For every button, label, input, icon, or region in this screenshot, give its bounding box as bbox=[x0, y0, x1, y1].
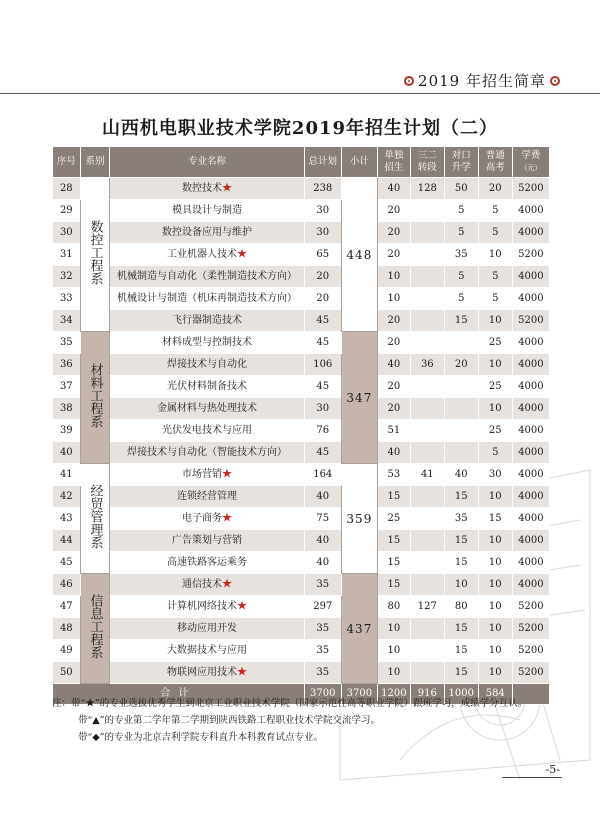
row-general-exam: 5 bbox=[478, 200, 512, 222]
table-row bbox=[53, 574, 550, 596]
row-major bbox=[110, 574, 304, 596]
row-major bbox=[110, 486, 304, 508]
row-total-plan: 20 bbox=[304, 288, 341, 310]
row-independent-enrollment: 51 bbox=[377, 420, 410, 442]
major-name: 材料成型与控制技术 bbox=[162, 336, 252, 348]
page-number: -5- bbox=[545, 763, 560, 776]
total-three-two-transfer: 916 bbox=[410, 684, 444, 705]
row-vocational-upgrade: 5 bbox=[444, 222, 478, 244]
row-three-two-transfer bbox=[410, 640, 444, 662]
total-independent-enrollment: 1200 bbox=[377, 684, 410, 705]
row-major bbox=[110, 222, 304, 244]
row-tuition: 4000 bbox=[512, 442, 549, 464]
row-independent-enrollment: 15 bbox=[377, 530, 410, 552]
row-independent-enrollment: 40 bbox=[377, 178, 410, 200]
row-tuition: 5200 bbox=[512, 662, 549, 684]
row-independent-enrollment: 20 bbox=[377, 200, 410, 222]
row-total-plan: 65 bbox=[304, 244, 341, 266]
row-tuition: 5200 bbox=[512, 596, 549, 618]
row-tuition: 4000 bbox=[512, 530, 549, 552]
row-total-plan: 45 bbox=[304, 376, 341, 398]
row-independent-enrollment: 10 bbox=[377, 618, 410, 640]
row-total-plan: 40 bbox=[304, 486, 341, 508]
row-independent-enrollment: 25 bbox=[377, 508, 410, 530]
row-tuition: 5200 bbox=[512, 618, 549, 640]
row-independent-enrollment: 10 bbox=[377, 288, 410, 310]
row-total-plan: 106 bbox=[304, 354, 341, 376]
row-tuition: 4000 bbox=[512, 508, 549, 530]
row-three-two-transfer bbox=[410, 398, 444, 420]
row-major bbox=[110, 662, 304, 684]
row-seq: 37 bbox=[53, 376, 81, 398]
row-independent-enrollment: 10 bbox=[377, 266, 410, 288]
row-major bbox=[110, 178, 304, 200]
row-tuition: 4000 bbox=[512, 376, 549, 398]
page-title: 山西机电职业技术学院2019年招生计划（二） bbox=[101, 118, 499, 139]
row-general-exam: 5 bbox=[478, 222, 512, 244]
header-dept: 系别 bbox=[80, 147, 110, 178]
row-vocational-upgrade: 35 bbox=[444, 508, 478, 530]
row-independent-enrollment: 20 bbox=[377, 222, 410, 244]
row-general-exam: 20 bbox=[478, 178, 512, 200]
header-major: 专业名称 bbox=[110, 147, 304, 178]
footer-divider bbox=[502, 777, 562, 778]
department-name: 材料工程系 bbox=[87, 362, 103, 428]
major-name: 数控设备应用与维护 bbox=[162, 226, 252, 238]
row-vocational-upgrade: 15 bbox=[444, 530, 478, 552]
row-total-plan: 45 bbox=[304, 442, 341, 464]
row-general-exam: 10 bbox=[478, 244, 512, 266]
table-row bbox=[53, 662, 550, 684]
row-tuition: 4000 bbox=[512, 552, 549, 574]
table-row bbox=[53, 288, 550, 310]
row-vocational-upgrade: 10 bbox=[444, 574, 478, 596]
table-row bbox=[53, 178, 550, 200]
row-tuition: 4000 bbox=[512, 288, 549, 310]
row-general-exam: 10 bbox=[478, 310, 512, 332]
row-major bbox=[110, 442, 304, 464]
major-name: 焊接技术与自动化 bbox=[167, 358, 247, 370]
row-major bbox=[110, 464, 304, 486]
row-seq: 42 bbox=[53, 486, 81, 508]
row-general-exam: 25 bbox=[478, 332, 512, 354]
row-tuition: 4000 bbox=[512, 574, 549, 596]
table-row bbox=[53, 596, 550, 618]
row-tuition: 4000 bbox=[512, 354, 549, 376]
major-name: 机械设计与制造（机床再制造技术方向） bbox=[117, 292, 297, 304]
row-vocational-upgrade bbox=[444, 442, 478, 464]
major-name: 机械制造与自动化（柔性制造技术方向） bbox=[117, 270, 297, 282]
row-independent-enrollment: 10 bbox=[377, 662, 410, 684]
major-name: 计算机网络技术 bbox=[167, 600, 237, 612]
major-name: 市场营销 bbox=[182, 468, 222, 480]
row-three-two-transfer bbox=[410, 244, 444, 266]
header-three-two-transfer: 三二 转段 bbox=[410, 147, 444, 178]
row-seq: 44 bbox=[53, 530, 81, 552]
row-three-two-transfer bbox=[410, 266, 444, 288]
major-name: 广告策划与营销 bbox=[172, 534, 242, 546]
row-seq: 49 bbox=[53, 640, 81, 662]
row-independent-enrollment: 15 bbox=[377, 574, 410, 596]
row-seq: 50 bbox=[53, 662, 81, 684]
major-name: 连锁经营管理 bbox=[177, 490, 237, 502]
row-three-two-transfer bbox=[410, 508, 444, 530]
department-cell bbox=[80, 332, 110, 464]
row-seq: 43 bbox=[53, 508, 81, 530]
row-vocational-upgrade: 15 bbox=[444, 486, 478, 508]
row-three-two-transfer bbox=[410, 662, 444, 684]
row-total-plan: 30 bbox=[304, 222, 341, 244]
row-major bbox=[110, 244, 304, 266]
row-major bbox=[110, 266, 304, 288]
row-general-exam: 10 bbox=[478, 354, 512, 376]
row-seq: 34 bbox=[53, 310, 81, 332]
row-seq: 41 bbox=[53, 464, 81, 486]
row-independent-enrollment: 20 bbox=[377, 310, 410, 332]
total-vocational-upgrade: 1000 bbox=[444, 684, 478, 705]
major-name: 高速铁路客运乘务 bbox=[167, 556, 247, 568]
row-vocational-upgrade: 15 bbox=[444, 310, 478, 332]
header-independent-enrollment: 单独 招生 bbox=[377, 147, 410, 178]
row-major bbox=[110, 288, 304, 310]
table-row bbox=[53, 244, 550, 266]
department-name: 经贸管理系 bbox=[87, 483, 103, 549]
major-name: 电子商务 bbox=[182, 512, 222, 524]
table-row bbox=[53, 398, 550, 420]
table-row bbox=[53, 310, 550, 332]
table-row bbox=[53, 640, 550, 662]
header-tuition: 学费 （元） bbox=[512, 147, 549, 178]
major-name: 光伏发电技术与应用 bbox=[162, 424, 252, 436]
major-name: 物联网应用技术 bbox=[167, 666, 237, 678]
header-subtotal: 小计 bbox=[341, 147, 377, 178]
row-three-two-transfer bbox=[410, 486, 444, 508]
row-tuition: 4000 bbox=[512, 200, 549, 222]
department-cell bbox=[80, 178, 110, 332]
row-general-exam: 15 bbox=[478, 508, 512, 530]
row-vocational-upgrade bbox=[444, 398, 478, 420]
major-name: 通信技术 bbox=[182, 578, 222, 590]
star-icon: ★ bbox=[222, 468, 232, 480]
table-body bbox=[53, 178, 550, 705]
row-general-exam: 10 bbox=[478, 640, 512, 662]
table-header-row bbox=[53, 147, 550, 178]
row-tuition: 4000 bbox=[512, 464, 549, 486]
row-vocational-upgrade: 50 bbox=[444, 178, 478, 200]
row-vocational-upgrade: 35 bbox=[444, 244, 478, 266]
row-independent-enrollment: 80 bbox=[377, 596, 410, 618]
row-seq: 35 bbox=[53, 332, 81, 354]
row-independent-enrollment: 53 bbox=[377, 464, 410, 486]
row-total-plan: 297 bbox=[304, 596, 341, 618]
row-seq: 46 bbox=[53, 574, 81, 596]
major-name: 移动应用开发 bbox=[177, 622, 237, 634]
table-row bbox=[53, 508, 550, 530]
total-plan: 3700 bbox=[304, 684, 341, 705]
major-name: 大数据技术与应用 bbox=[167, 644, 247, 656]
header-seq: 序号 bbox=[53, 147, 81, 178]
table-row bbox=[53, 552, 550, 574]
row-total-plan: 40 bbox=[304, 552, 341, 574]
row-seq: 28 bbox=[53, 178, 81, 200]
major-name: 数控技术 bbox=[182, 182, 222, 194]
row-total-plan: 35 bbox=[304, 662, 341, 684]
row-total-plan: 40 bbox=[304, 530, 341, 552]
row-major bbox=[110, 640, 304, 662]
row-total-plan: 30 bbox=[304, 200, 341, 222]
row-general-exam: 10 bbox=[478, 574, 512, 596]
row-tuition: 4000 bbox=[512, 486, 549, 508]
row-general-exam: 10 bbox=[478, 596, 512, 618]
star-icon: ★ bbox=[222, 512, 232, 524]
row-vocational-upgrade: 15 bbox=[444, 552, 478, 574]
department-cell bbox=[80, 464, 110, 574]
row-general-exam: 10 bbox=[478, 398, 512, 420]
row-seq: 39 bbox=[53, 420, 81, 442]
footnote-1: 注：带“★”的专业选拔优秀学生到北京工业职业技术学院（国家示范性高等职业学院）跟班学习，成绩学分互认。 bbox=[52, 698, 528, 709]
row-general-exam: 10 bbox=[478, 486, 512, 508]
footnotes bbox=[52, 695, 572, 746]
row-general-exam: 25 bbox=[478, 376, 512, 398]
department-cell bbox=[80, 574, 110, 684]
header-general-exam: 普通 高考 bbox=[478, 147, 512, 178]
table-row bbox=[53, 354, 550, 376]
row-vocational-upgrade: 5 bbox=[444, 288, 478, 310]
major-name: 光伏材料制备技术 bbox=[167, 380, 247, 392]
row-three-two-transfer bbox=[410, 420, 444, 442]
table-row bbox=[53, 618, 550, 640]
row-seq: 47 bbox=[53, 596, 81, 618]
table-row bbox=[53, 332, 550, 354]
row-three-two-transfer bbox=[410, 442, 444, 464]
total-general-exam: 584 bbox=[478, 684, 512, 705]
row-major bbox=[110, 552, 304, 574]
row-independent-enrollment: 10 bbox=[377, 640, 410, 662]
row-major bbox=[110, 398, 304, 420]
row-seq: 31 bbox=[53, 244, 81, 266]
row-seq: 36 bbox=[53, 354, 81, 376]
row-total-plan: 238 bbox=[304, 178, 341, 200]
row-vocational-upgrade: 15 bbox=[444, 640, 478, 662]
row-seq: 29 bbox=[53, 200, 81, 222]
department-subtotal: 347 bbox=[341, 332, 377, 464]
row-general-exam: 10 bbox=[478, 552, 512, 574]
row-three-two-transfer: 128 bbox=[410, 178, 444, 200]
major-name: 工业机器人技术 bbox=[167, 248, 237, 260]
department-subtotal: 359 bbox=[341, 464, 377, 574]
brochure-header bbox=[404, 70, 560, 91]
row-tuition: 4000 bbox=[512, 420, 549, 442]
table-row bbox=[53, 530, 550, 552]
row-total-plan: 45 bbox=[304, 310, 341, 332]
row-total-plan: 20 bbox=[304, 266, 341, 288]
major-name: 飞行器制造技术 bbox=[172, 314, 242, 326]
table-row bbox=[53, 486, 550, 508]
row-seq: 45 bbox=[53, 552, 81, 574]
table-row bbox=[53, 420, 550, 442]
star-icon: ★ bbox=[237, 666, 247, 678]
row-total-plan: 75 bbox=[304, 508, 341, 530]
row-major bbox=[110, 618, 304, 640]
row-three-two-transfer bbox=[410, 574, 444, 596]
row-total-plan: 76 bbox=[304, 420, 341, 442]
table-row bbox=[53, 266, 550, 288]
row-independent-enrollment: 20 bbox=[377, 398, 410, 420]
row-total-plan: 164 bbox=[304, 464, 341, 486]
row-seq: 33 bbox=[53, 288, 81, 310]
row-major bbox=[110, 200, 304, 222]
row-vocational-upgrade: 40 bbox=[444, 464, 478, 486]
row-major bbox=[110, 596, 304, 618]
brochure-header-text: 2019 年招生简章 bbox=[418, 72, 546, 90]
row-total-plan: 35 bbox=[304, 618, 341, 640]
row-general-exam: 25 bbox=[478, 420, 512, 442]
row-independent-enrollment: 15 bbox=[377, 552, 410, 574]
department-name: 数控工程系 bbox=[87, 219, 103, 285]
row-seq: 48 bbox=[53, 618, 81, 640]
star-icon: ★ bbox=[237, 600, 247, 612]
row-vocational-upgrade bbox=[444, 420, 478, 442]
row-tuition: 4000 bbox=[512, 398, 549, 420]
row-major bbox=[110, 332, 304, 354]
row-seq: 32 bbox=[53, 266, 81, 288]
row-vocational-upgrade: 5 bbox=[444, 200, 478, 222]
row-three-two-transfer bbox=[410, 222, 444, 244]
table-row bbox=[53, 222, 550, 244]
row-seq: 40 bbox=[53, 442, 81, 464]
row-seq: 38 bbox=[53, 398, 81, 420]
row-tuition: 4000 bbox=[512, 222, 549, 244]
row-vocational-upgrade: 15 bbox=[444, 618, 478, 640]
row-three-two-transfer bbox=[410, 530, 444, 552]
table-row bbox=[53, 464, 550, 486]
footnote-3: 带“◆”的专业为北京吉利学院专科直升本科教育试点专业。 bbox=[78, 732, 324, 743]
row-three-two-transfer bbox=[410, 618, 444, 640]
row-tuition: 5200 bbox=[512, 640, 549, 662]
row-general-exam: 10 bbox=[478, 662, 512, 684]
row-three-two-transfer bbox=[410, 200, 444, 222]
row-independent-enrollment: 40 bbox=[377, 442, 410, 464]
row-general-exam: 5 bbox=[478, 266, 512, 288]
major-name: 焊接技术与自动化（智能技术方向） bbox=[127, 446, 287, 458]
row-major bbox=[110, 530, 304, 552]
header-total-plan: 总计划 bbox=[304, 147, 341, 178]
row-three-two-transfer: 127 bbox=[410, 596, 444, 618]
row-major bbox=[110, 310, 304, 332]
row-independent-enrollment: 20 bbox=[377, 376, 410, 398]
star-icon: ★ bbox=[222, 578, 232, 590]
total-subtotal: 3700 bbox=[341, 684, 377, 705]
row-tuition: 4000 bbox=[512, 266, 549, 288]
row-three-two-transfer bbox=[410, 332, 444, 354]
row-three-two-transfer bbox=[410, 376, 444, 398]
row-independent-enrollment: 20 bbox=[377, 244, 410, 266]
row-three-two-transfer bbox=[410, 310, 444, 332]
enrollment-plan-table bbox=[52, 146, 550, 705]
row-general-exam: 10 bbox=[478, 530, 512, 552]
row-tuition: 4000 bbox=[512, 332, 549, 354]
row-three-two-transfer: 36 bbox=[410, 354, 444, 376]
row-total-plan: 35 bbox=[304, 574, 341, 596]
row-vocational-upgrade bbox=[444, 376, 478, 398]
row-general-exam: 5 bbox=[478, 442, 512, 464]
row-general-exam: 30 bbox=[478, 464, 512, 486]
department-name: 信息工程系 bbox=[87, 593, 103, 659]
header-vocational-upgrade: 对口 升学 bbox=[444, 147, 478, 178]
row-major bbox=[110, 354, 304, 376]
row-total-plan: 30 bbox=[304, 398, 341, 420]
row-independent-enrollment: 15 bbox=[377, 486, 410, 508]
row-vocational-upgrade: 80 bbox=[444, 596, 478, 618]
row-total-plan: 45 bbox=[304, 332, 341, 354]
enrollment-plan-table-container bbox=[52, 146, 550, 705]
department-subtotal: 437 bbox=[341, 574, 377, 684]
department-subtotal: 448 bbox=[341, 178, 377, 332]
row-seq: 30 bbox=[53, 222, 81, 244]
row-three-two-transfer bbox=[410, 288, 444, 310]
row-tuition: 5200 bbox=[512, 310, 549, 332]
row-general-exam: 5 bbox=[478, 288, 512, 310]
row-major bbox=[110, 376, 304, 398]
header-divider bbox=[0, 93, 600, 94]
row-vocational-upgrade: 15 bbox=[444, 662, 478, 684]
major-name: 金属材料与热处理技术 bbox=[157, 402, 257, 414]
total-label: 合计 bbox=[53, 684, 305, 705]
row-major bbox=[110, 508, 304, 530]
footnote-2: 带“▲”的专业第二学年第二学期到陕西铁路工程职业技术学院交流学习。 bbox=[78, 715, 381, 726]
table-row bbox=[53, 200, 550, 222]
major-name: 模具设计与制造 bbox=[172, 204, 242, 216]
row-vocational-upgrade: 20 bbox=[444, 354, 478, 376]
row-vocational-upgrade bbox=[444, 332, 478, 354]
row-independent-enrollment: 40 bbox=[377, 354, 410, 376]
row-tuition: 5200 bbox=[512, 178, 549, 200]
row-general-exam: 10 bbox=[478, 618, 512, 640]
star-icon: ★ bbox=[237, 248, 247, 260]
row-independent-enrollment: 20 bbox=[377, 332, 410, 354]
row-tuition: 5200 bbox=[512, 244, 549, 266]
star-icon: ★ bbox=[222, 182, 232, 194]
row-total-plan: 35 bbox=[304, 640, 341, 662]
table-row bbox=[53, 376, 550, 398]
table-row bbox=[53, 442, 550, 464]
ring-bullet-icon bbox=[404, 76, 414, 86]
row-major bbox=[110, 420, 304, 442]
row-three-two-transfer: 41 bbox=[410, 464, 444, 486]
ring-bullet-icon bbox=[550, 76, 560, 86]
row-three-two-transfer bbox=[410, 552, 444, 574]
row-vocational-upgrade: 5 bbox=[444, 266, 478, 288]
